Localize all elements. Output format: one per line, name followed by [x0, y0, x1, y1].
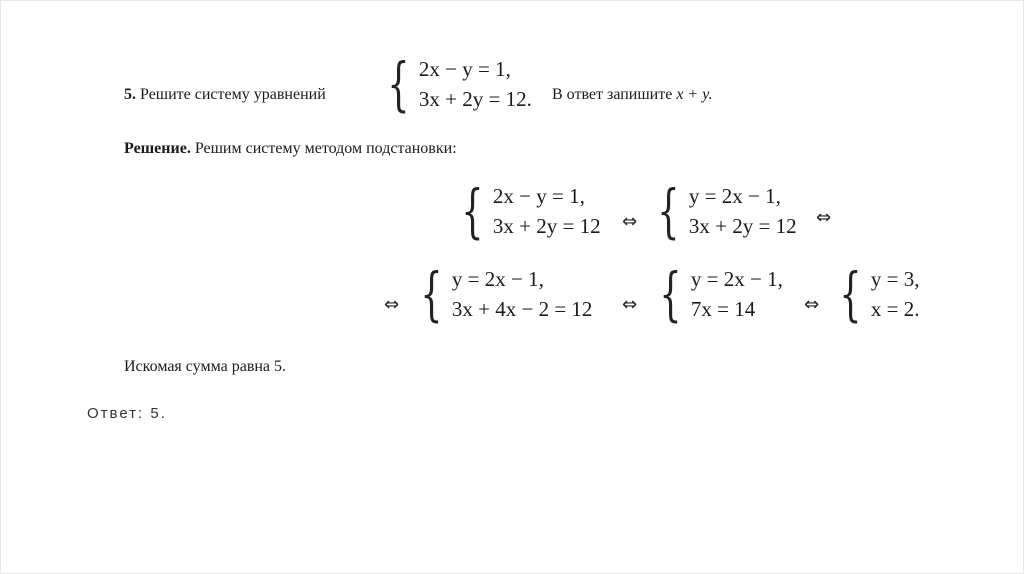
- brace-icon: {: [839, 260, 862, 328]
- equivalence-icon: ⇔: [804, 294, 820, 315]
- answer-statement: Ответ: 5.: [87, 405, 167, 422]
- brace-icon: {: [461, 177, 484, 245]
- solution-label: Решение.: [124, 140, 191, 157]
- sum-statement: Искомая сумма равна 5.: [124, 358, 287, 375]
- problem-eq-2: 3x + 2y = 12.: [418, 87, 532, 111]
- solution-system-1: [454, 177, 601, 245]
- brace-icon: {: [387, 50, 410, 118]
- problem-statement: [124, 86, 326, 104]
- problem-tail: [552, 86, 712, 104]
- solution-text: Решим систему методом подстановки:: [194, 140, 457, 157]
- equivalence-icon: ⇔: [384, 294, 400, 315]
- brace-icon: {: [420, 260, 443, 328]
- solution-system-4: [652, 260, 783, 328]
- solution-system-2: [650, 177, 797, 245]
- problem-system: [380, 50, 532, 118]
- system-1-eq-2: 3x + 2y = 12: [492, 214, 601, 238]
- system-4-eq-1: y = 2x − 1,: [690, 267, 783, 291]
- problem-text: Решите систему уравнений: [140, 86, 326, 103]
- system-5-eq-2: x = 2.: [870, 297, 920, 321]
- solution-system-5: [832, 260, 920, 328]
- system-4-eq-2: 7x = 14: [690, 297, 756, 321]
- tail-text: В ответ запишите: [552, 86, 673, 103]
- equivalence-icon: ⇔: [622, 211, 638, 232]
- solution-system-3: [413, 260, 593, 328]
- system-5-eq-1: y = 3,: [870, 267, 920, 291]
- system-2-eq-2: 3x + 2y = 12: [688, 214, 797, 238]
- problem-number: 5.: [124, 86, 136, 103]
- system-3-eq-2: 3x + 4x − 2 = 12: [451, 297, 593, 321]
- brace-icon: {: [657, 177, 680, 245]
- problem-eq-1: 2x − y = 1,: [418, 57, 511, 81]
- system-3-eq-1: y = 2x − 1,: [451, 267, 544, 291]
- system-1-eq-1: 2x − y = 1,: [492, 184, 585, 208]
- brace-icon: {: [659, 260, 682, 328]
- tail-expression: x + y.: [676, 86, 713, 103]
- solution-header: [124, 140, 457, 158]
- equivalence-icon: ⇔: [622, 294, 638, 315]
- system-2-eq-1: y = 2x − 1,: [688, 184, 781, 208]
- equivalence-icon: ⇔: [816, 207, 832, 228]
